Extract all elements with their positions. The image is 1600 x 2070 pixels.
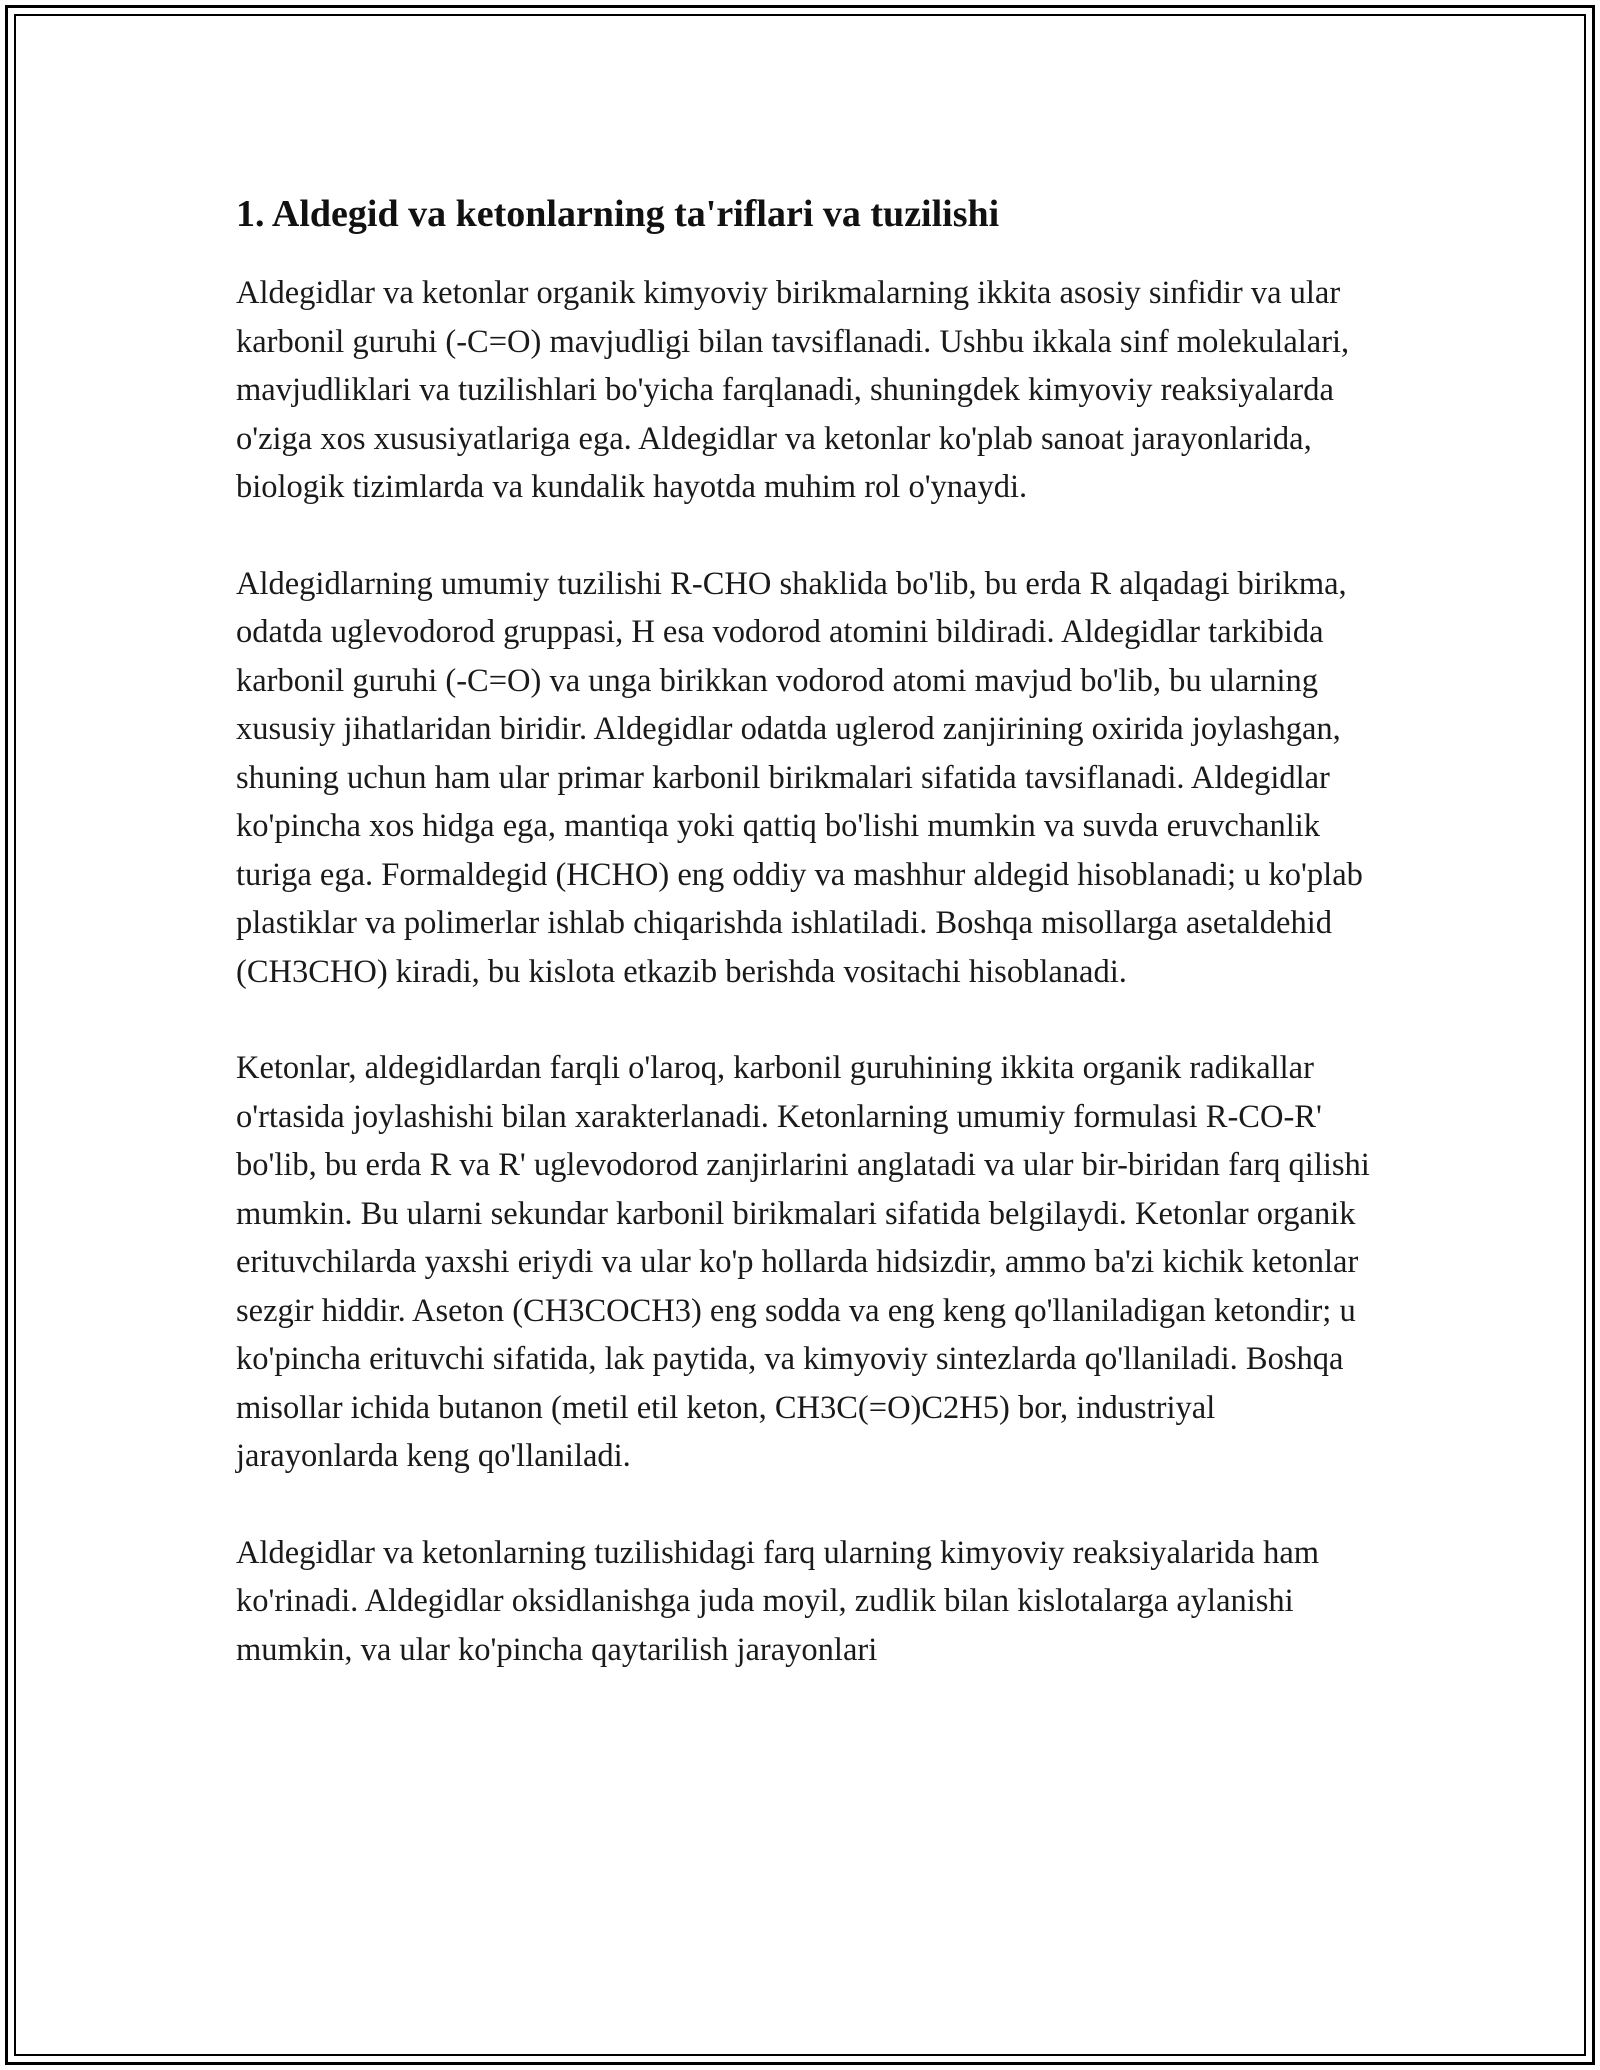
section-heading: 1. Aldegid va ketonlarning ta'riflari va tuzilishi <box>236 193 1000 235</box>
paragraph-intro: Aldegidlar va ketonlar organik kimyoviy birikmalarning ikkita asosiy sinfidir va ular karbonil guruhi (-C=O) mavjudligi bilan tavsiflanadi. Ushbu ikkala sinf molekulalari, mavjudliklari va tuzilishlari bo'yicha farqlanadi, shuningdek kimyoviy reaksiyalarda o'ziga xos xususiyatlariga ega. Aldegidlar va ketonlar ko'plab sanoat jarayonlarida, biologik tizimlarda va kundalik hayotda muhim rol o'ynaydi. <box>236 275 1350 505</box>
document-body <box>236 186 1376 1722</box>
paragraph-differences: Aldegidlar va ketonlarning tuzilishidagi farq ularning kimyoviy reaksiyalarida ham ko'rinadi. Aldegidlar oksidlanishga juda moyil, zudlik bilan kislotalarga aylanishi mumkin, va ular ko'pincha qaytarilish jarayonlari <box>236 1534 1320 1668</box>
paragraph-aldehydes: Aldegidlarning umumiy tuzilishi R-CHO shaklida bo'lib, bu erda R alqadagi birikma, odatda uglevodorod gruppasi, H esa vodorod atomini bildiradi. Aldegidlar tarkibida karbonil guruhi (-C=O) va unga birikkan vodorod atomi mavjud bo'lib, bu ularning xususiy jihatlaridan biridir. Aldegidlar odatda uglerod zanjirining oxirida joylashgan, shuning uchun ham ular primar karbonil birikmalari sifatida tavsiflanadi. Aldegidlar ko'pincha xos hidga ega, mantiqa yoki qattiq bo'lishi mumkin va suvda eruvchanlik turiga ega. Formaldegid (HCHO) eng oddiy va mashhur aldegid hisoblanadi; u ko'plab plastiklar va polimerlar ishlab chiqarishda ishlatiladi. Boshqa misollarga asetaldehid (CH3CHO) kiradi, bu kislota etkazib berishda vositachi hisoblanadi. <box>236 565 1363 990</box>
paragraph-ketones: Ketonlar, aldegidlardan farqli o'laroq, karbonil guruhining ikkita organik radikallar o'rtasida joylashishi bilan xarakterlanadi. Ketonlarning umumiy formulasi R-CO-R' bo'lib, bu erda R va R' uglevodorod zanjirlarini anglatadi va ular bir-biridan farq qilishi mumkin. Bu ularni sekundar karbonil birikmalari sifatida belgilaydi. Ketonlar organik erituvchilarda yaxshi eriydi va ular ko'p hollarda hidsizdir, ammo ba'zi kichik ketonlar sezgir hiddir. Aseton (CH3COCH3) eng sodda va eng keng qo'llaniladigan ketondir; u ko'pincha erituvchi sifatida, lak paytida, va kimyoviy sintezlarda qo'llaniladi. Boshqa misollar ichida butanon (metil etil keton, CH3C(=O)C2H5) bor, industriyal jarayonlarda keng qo'llaniladi. <box>236 1050 1370 1474</box>
